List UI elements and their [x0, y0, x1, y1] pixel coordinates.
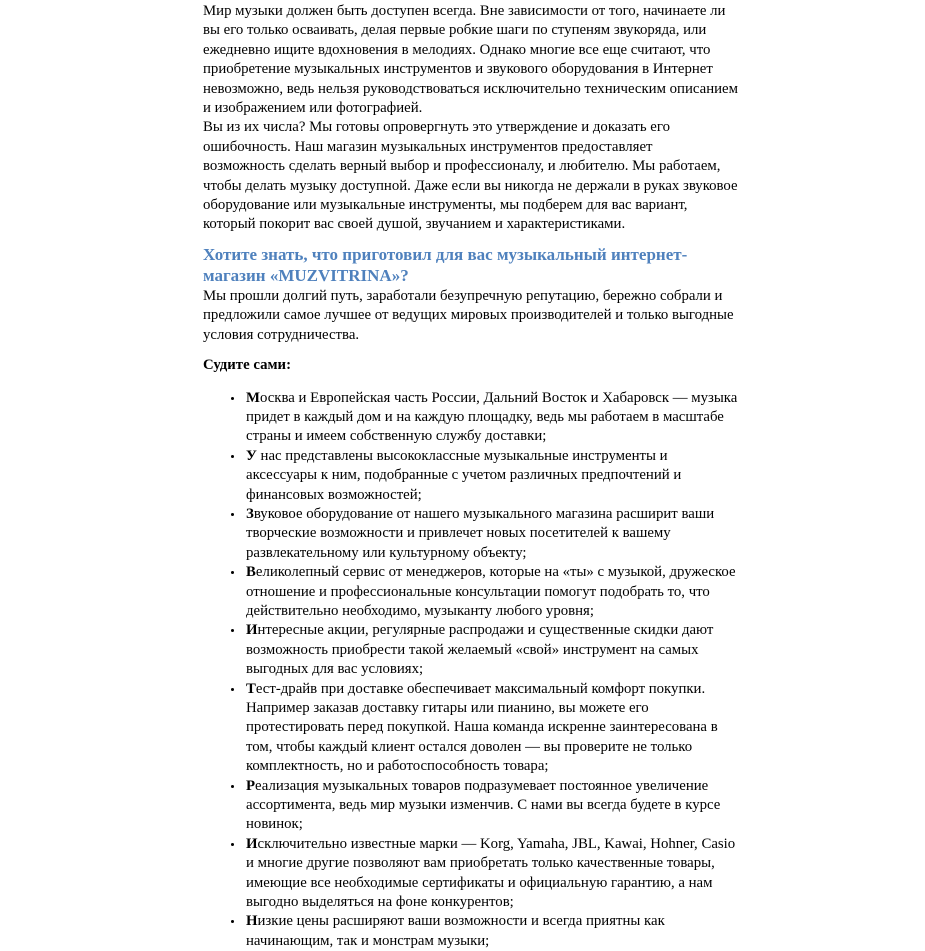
list-item: • Исключительно известные марки — Korg, Yamaha, JBL, Kawai, Hohner, Casio и многие другие позволяют вам приобретать только качественные товары, имеющие все необходимые сертификаты и официальную гарантию, а нам выгодно выделяться на фоне конкурентов;: [244, 835, 738, 913]
list-item: • Москва и Европейская часть России, Дальний Восток и Хабаровск — музыка придет в каждый дом и на каждую площадку, ведь мы работаем в масштабе страны и имеем собственную службу доставки;: [244, 389, 738, 447]
list-item: • Великолепный сервис от менеджеров, которые на «ты» с музыкой, дружеское отношение и профессиональные консультации помогут подобрать то, что действительно необходимо, музыканту любого уровня;: [244, 563, 738, 621]
after-heading-paragraph: Мы прошли долгий путь, заработали безупречную репутацию, бережно собрали и предложили самое лучшее от ведущих мировых производителей и только выгодные условия сотрудничества.: [203, 287, 738, 345]
list-intro: Судите сами:: [203, 356, 738, 375]
list-item: • Интересные акции, регулярные распродажи и существенные скидки дают возможность приобрести такой желаемый «свой» инструмент на самых выгодных для вас условиях;: [244, 621, 738, 679]
list-item: • У нас представлены высококлассные музыкальные инструменты и аксессуары к ним, подобранные с учетом различных предпочтений и финансовых возможностей;: [244, 447, 738, 505]
intro-paragraph-1: Мир музыки должен быть доступен всегда. Вне зависимости от того, начинаете ли вы его только осваивать, делая первые робкие шаги по ступеням звукоряда, или ежедневно ищите вдохновения в мелодиях. Однако многие все еще считают, что приобретение музыкальных инструментов и звукового оборудования в Интернет невозможно, ведь нельзя руководствоваться исключительно техническим описанием и изображением или фотографией.: [203, 2, 738, 118]
intro-paragraph-2: Вы из их числа? Мы готовы опровергнуть это утверждение и доказать его ошибочность. Наш магазин музыкальных инструментов предоставляет возможность сделать верный выбор и профессионалу, и любителю. Мы работаем, чтобы делать музыку доступной. Даже если вы никогда не держали в руках звуковое оборудование или музыкальные инструменты, мы подберем для вас вариант, который покорит вас своей душой, звучанием и характеристиками.: [203, 118, 738, 234]
list-item: • Звуковое оборудование от нашего музыкального магазина расширит ваши творческие возможности и привлечет новых посетителей к вашему развлекательному или культурному объекту;: [244, 505, 738, 563]
list-item: • Реализация музыкальных товаров подразумевает постоянное увеличение ассортимента, ведь мир музыки изменчив. С нами вы всегда будете в курсе новинок;: [244, 777, 738, 835]
section-heading: Хотите знать, что приготовил для вас музыкальный интернет-магазин «MUZVITRINA»?: [203, 244, 738, 287]
list-item: • Тест-драйв при доставке обеспечивает максимальный комфорт покупки. Например заказав доставку гитары или пианино, вы можете его протестировать перед покупкой. Наша команда искренне заинтересована в том, чтобы каждый клиент остался доволен — вы проверите не только комплектность, но и работоспособность товара;: [244, 680, 738, 777]
benefits-list: [203, 389, 738, 951]
list-item: • Низкие цены расширяют ваши возможности и всегда приятны как начинающим, так и монстрам музыки;: [244, 912, 738, 951]
document-page: [203, 2, 738, 951]
